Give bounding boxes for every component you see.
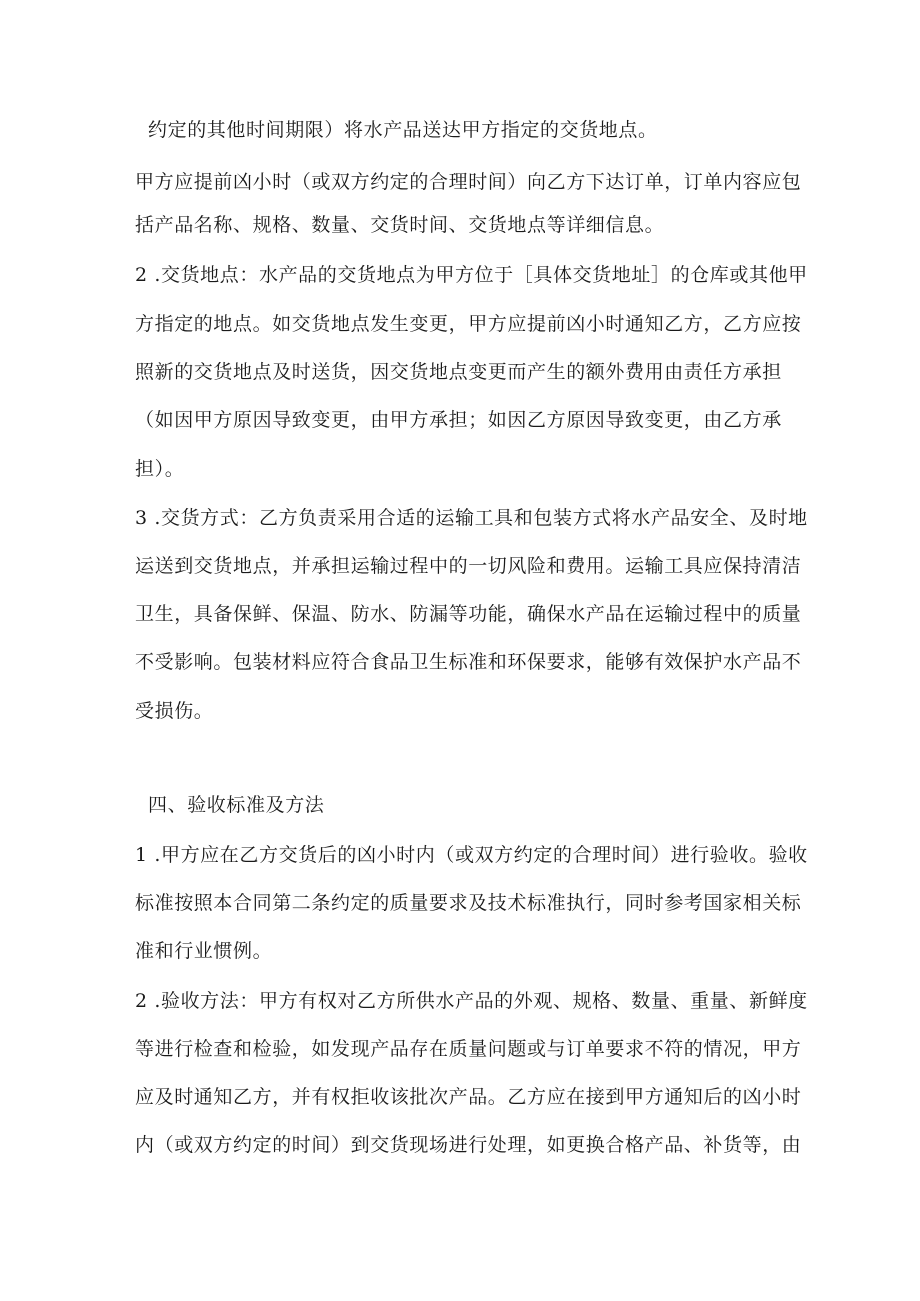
text-line: 方指定的地点。如交货地点发生变更，甲方应提前凶小时通知乙方，乙方应按 — [135, 313, 802, 335]
text-line: 应及时通知乙方，并有权拒收该批次产品。乙方应在接到甲方通知后的凶小时 — [135, 1086, 802, 1108]
text-line: （如因甲方原因导致变更，由甲方承担；如因乙方原因导致变更，由乙方承 — [135, 409, 782, 431]
text-line: 括产品名称、规格、数量、交货时间、交货地点等详细信息。 — [135, 214, 665, 236]
text-line: 等进行检查和检验，如发现产品存在质量问题或与订单要求不符的情况，甲方 — [135, 1038, 802, 1060]
section-heading: 四、验收标准及方法 — [148, 794, 325, 816]
text-line: 标准按照本合同第二条约定的质量要求及技术标准执行，同时参考国家相关标 — [135, 892, 802, 914]
acceptance-item-2: 2 .验收方法：甲方有权对乙方所供水产品的外观、规格、数量、重量、新鲜度 — [135, 990, 808, 1012]
text-line: 准和行业惯例。 — [135, 940, 273, 962]
text-line: 约定的其他时间期限）将水产品送达甲方指定的交货地点。 — [148, 119, 658, 141]
text-line: 不受影响。包装材料应符合食品卫生标准和环保要求，能够有效保护水产品不 — [135, 651, 802, 673]
text-line: 内（或双方约定的时间）到交货现场进行处理，如更换合格产品、补货等，由 — [135, 1134, 802, 1156]
text-line: 甲方应提前凶小时（或双方约定的合理时间）向乙方下达订单，订单内容应包 — [135, 171, 802, 193]
text-line: 卫生，具备保鲜、保温、防水、防漏等功能，确保水产品在运输过程中的质量 — [135, 603, 802, 625]
acceptance-item-1: 1 .甲方应在乙方交货后的凶小时内（或双方约定的合理时间）进行验收。验收 — [135, 844, 808, 866]
text-line: 照新的交货地点及时送货，因交货地点变更而产生的额外费用由责任方承担 — [135, 361, 782, 383]
section-item-3-delivery-method: 3 .交货方式：乙方负责采用合适的运输工具和包装方式将水产品安全、及时地 — [135, 507, 808, 529]
text-line: 受损伤。 — [135, 700, 214, 722]
text-line: 担）。 — [135, 458, 185, 480]
text-line: 运送到交货地点，并承担运输过程中的一切风险和费用。运输工具应保持清洁 — [135, 555, 802, 577]
section-item-2-delivery-location: 2 .交货地点：水产品的交货地点为甲方位于［具体交货地址］的仓库或其他甲 — [135, 264, 808, 286]
